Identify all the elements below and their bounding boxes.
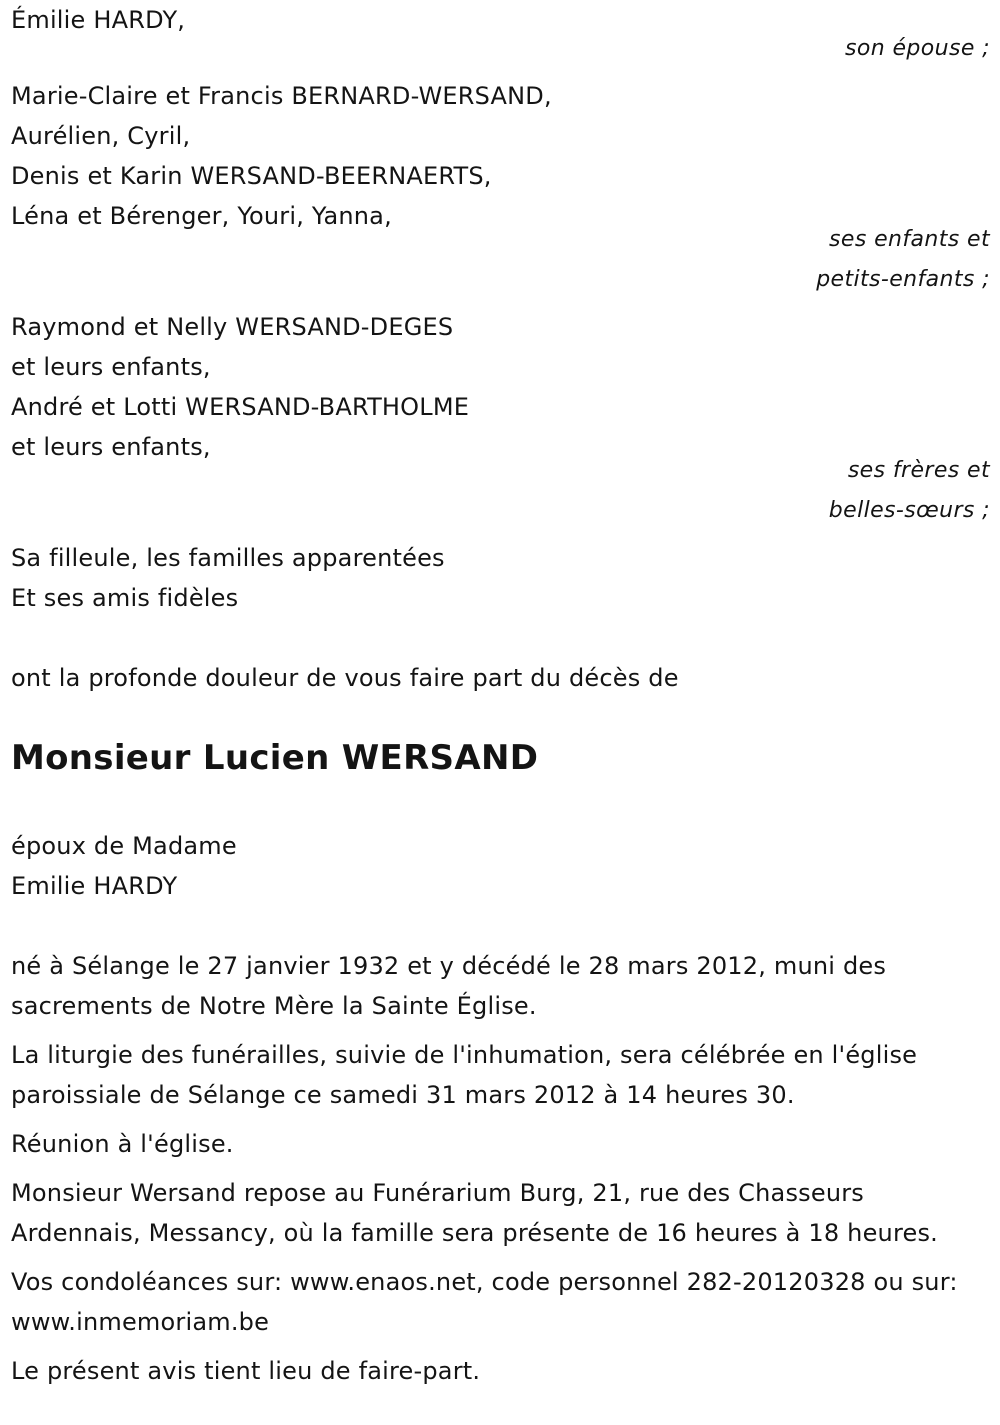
announcement-text: ont la profonde douleur de vous faire part du décès de <box>11 664 679 692</box>
siblings-list <box>11 307 990 467</box>
children-line: Aurélien, Cyril, <box>11 122 191 150</box>
liturgy-paragraph: La liturgie des funérailles, suivie de l'inhumation, sera célébrée en l'église paroissiale de Sélange ce samedi 31 mars 2012 à 14 heures 30. <box>11 1041 918 1109</box>
siblings-line: et leurs enfants, <box>11 353 211 381</box>
obituary-notice <box>11 0 990 1391</box>
children-role: ses enfants et <box>829 227 990 252</box>
spouse-name: Émilie HARDY, <box>11 6 186 34</box>
siblings-line: Raymond et Nelly WERSAND-DEGES <box>11 313 454 341</box>
children-line: Léna et Bérenger, Youri, Yanna, <box>11 202 392 230</box>
spouse-of-line: Emilie HARDY <box>11 872 178 900</box>
siblings-line: et leurs enfants, <box>11 433 211 461</box>
notice-paragraph: Le présent avis tient lieu de faire-part. <box>11 1357 481 1385</box>
others-line: Sa filleule, les familles apparentées <box>11 544 445 572</box>
deceased-name: Monsieur Lucien WERSAND <box>11 738 539 778</box>
children-list <box>11 76 990 236</box>
birth-death-paragraph: né à Sélange le 27 janvier 1932 et y décédé le 28 mars 2012, muni des sacrements de Notre Mère la Sainte Église. <box>11 952 887 1020</box>
siblings-role: ses frères et <box>847 458 990 483</box>
spouse-of-block <box>11 826 990 906</box>
spouse-of-line: époux de Madame <box>11 832 237 860</box>
siblings-line: André et Lotti WERSAND-BARTHOLME <box>11 393 470 421</box>
others-list <box>11 538 990 618</box>
children-line: Denis et Karin WERSAND-BEERNAERTS, <box>11 162 492 190</box>
children-line: Marie-Claire et Francis BERNARD-WERSAND, <box>11 82 552 110</box>
siblings-role: belles-sœurs ; <box>828 498 990 523</box>
children-role: petits-enfants ; <box>816 267 990 292</box>
condolences-paragraph: Vos condoléances sur: www.enaos.net, code personnel 282-20120328 ou sur: www.inmemoriam.be <box>11 1268 958 1336</box>
funerarium-paragraph: Monsieur Wersand repose au Funérarium Burg, 21, rue des Chasseurs Ardennais, Messancy, où la famille sera présente de 16 heures à 18 heures. <box>11 1179 938 1247</box>
spouse-role: son épouse ; <box>845 36 990 61</box>
others-line: Et ses amis fidèles <box>11 584 239 612</box>
meeting-paragraph: Réunion à l'église. <box>11 1130 234 1158</box>
